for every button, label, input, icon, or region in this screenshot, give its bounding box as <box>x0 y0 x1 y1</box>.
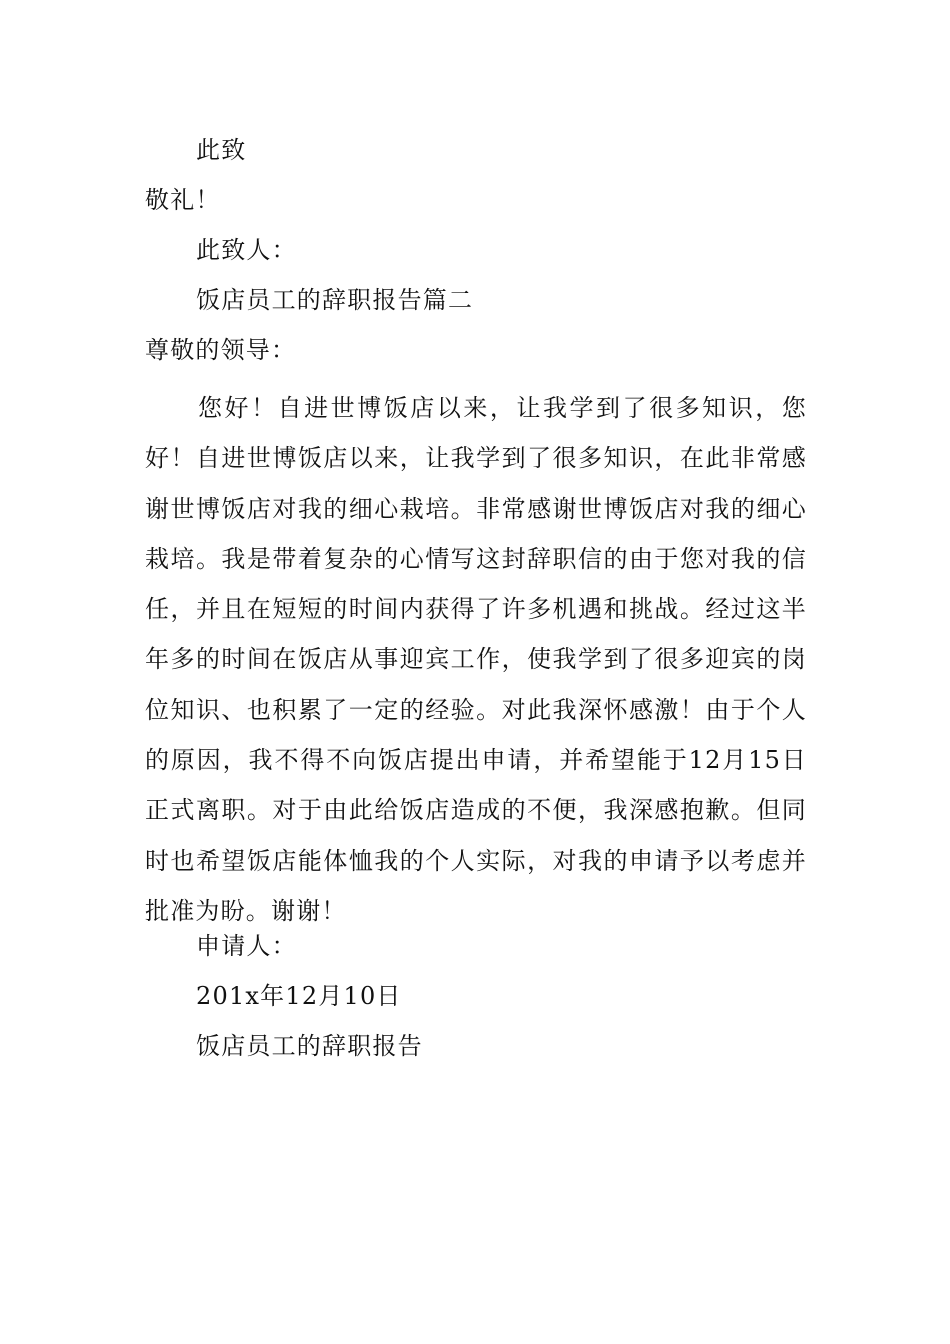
salutation: 尊敬的领导： <box>145 336 297 364</box>
letter-date: 201x年12月10日 <box>196 982 402 1010</box>
applicant-label: 申请人： <box>196 932 297 960</box>
closing-line-1: 此致 <box>196 136 247 164</box>
section-title: 饭店员工的辞职报告篇二 <box>196 286 474 314</box>
signer-label: 此致人： <box>196 236 297 264</box>
closing-line-2: 敬礼！ <box>145 186 221 214</box>
footer-title: 饭店员工的辞职报告 <box>196 1032 423 1060</box>
body-paragraph: 您好！自进世博饭店以来，让我学到了很多知识，您好！自进世博饭店以来，让我学到了很多知识，在此非常感谢世博饭店对我的细心栽培。非常感谢世博饭店对我的细心栽培。我是带着复杂的心情写这封辞职信的由于您对我的信任，并且在短短的时间内获得了许多机遇和挑战。经过这半年多的时间在饭店从事迎宾工作，使我学到了很多迎宾的岗位知识、也积累了一定的经验。对此我深怀感激！由于个人的原因，我不得不向饭店提出申请，并希望能于12月15日正式离职。对于由此给饭店造成的不便，我深感抱歉。但同时也希望饭店能体恤我的个人实际，对我的申请予以考虑并批准为盼。谢谢！ <box>145 394 807 925</box>
